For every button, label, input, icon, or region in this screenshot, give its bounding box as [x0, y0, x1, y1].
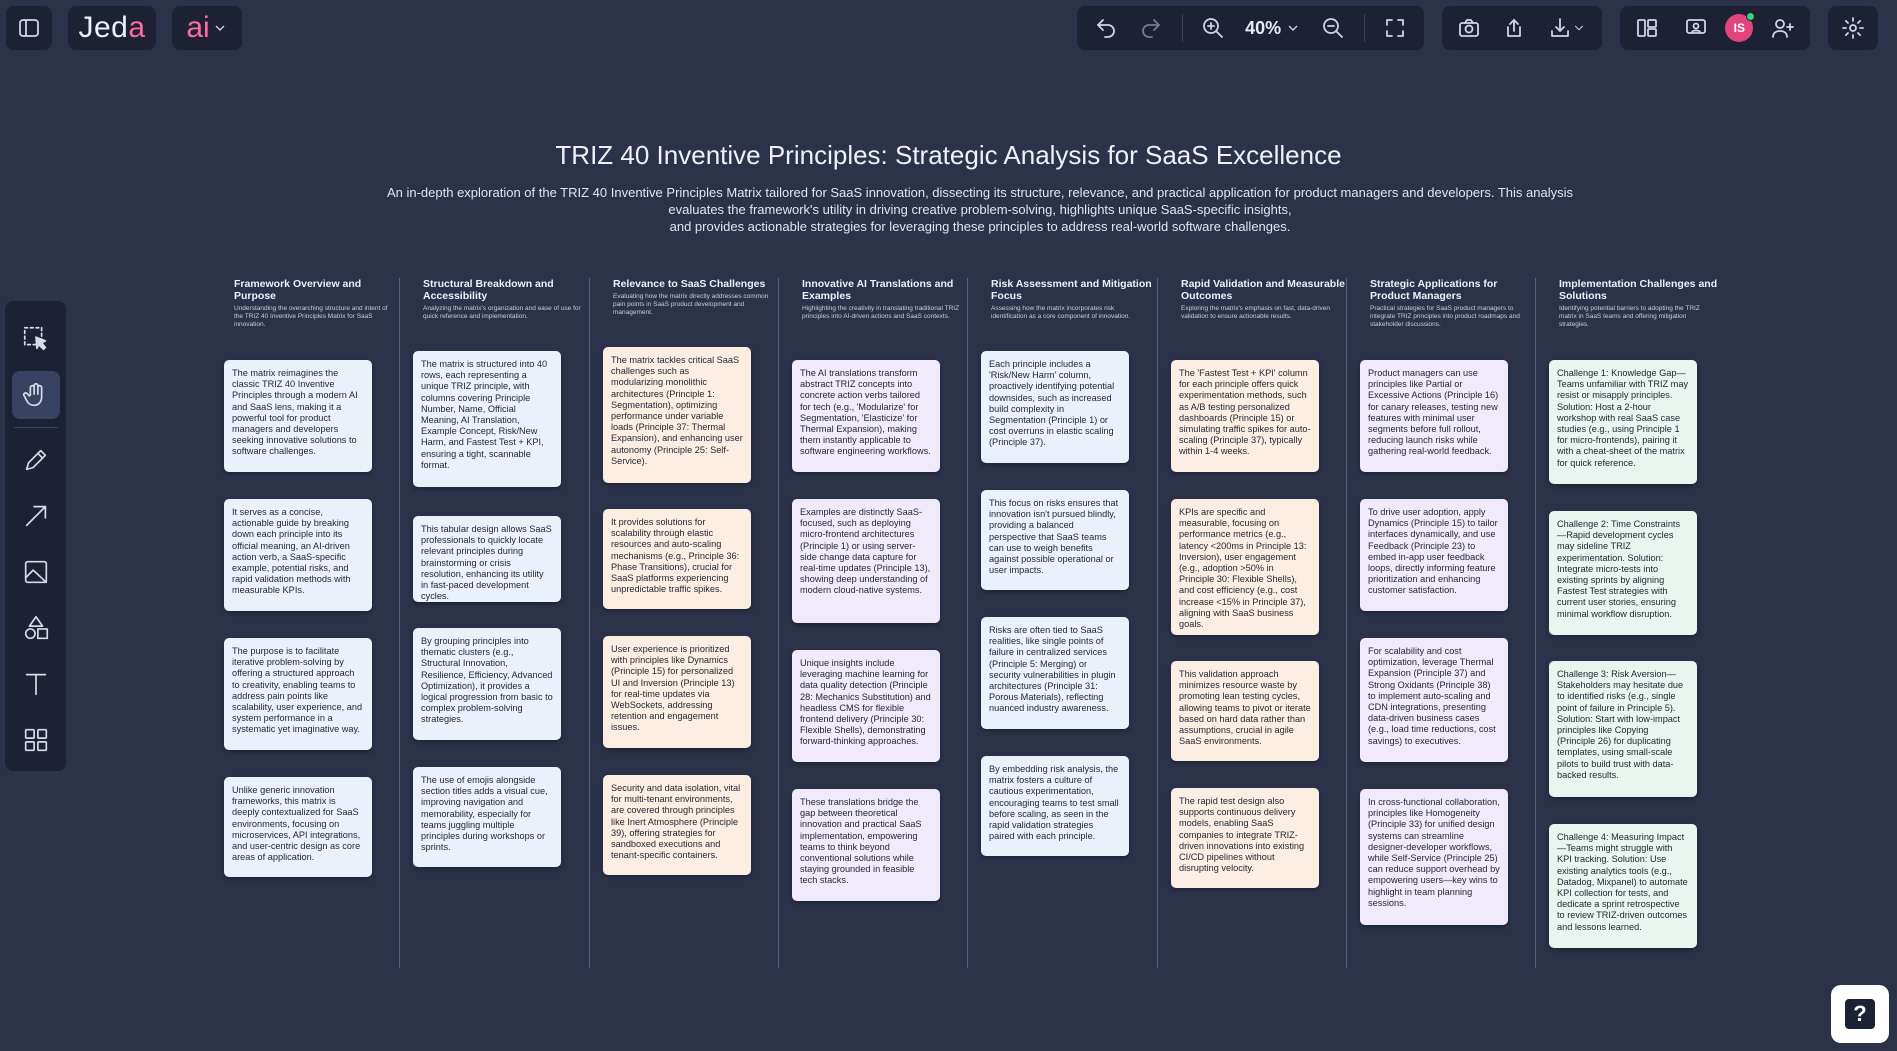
- logo[interactable]: [68, 6, 156, 50]
- sticky-note[interactable]: The use of emojis alongside section titles adds a visual cue, improving navigation and memorability, especially for teams juggling multiple principles during workshops or sprints.: [413, 767, 561, 867]
- arrow-tool[interactable]: [12, 492, 60, 540]
- chevron-down-icon: [1572, 21, 1586, 35]
- zoom-out-button[interactable]: [1314, 9, 1352, 47]
- column-description: Exploring the matrix's emphasis on fast, data-driven validation to ensure actionable results.: [1181, 305, 1331, 320]
- sticky-note[interactable]: Each principle includes a 'Risk/New Harm' column, proactively identifying potential downsides, such as increased build complexity in Segmentation (Principle 1) or cost overruns in elastic scaling (Principle 37).: [981, 351, 1129, 463]
- divider: [1364, 14, 1365, 42]
- gear-icon: [1834, 9, 1872, 47]
- subtitle-line: and provides actionable strategies for leveraging these principles to address real-world software challenges.: [669, 219, 1291, 234]
- sticky-note[interactable]: This focus on risks ensures that innovation isn't pursued blindly, providing a balanced perspective that SaaS teams can use to weigh benefits against possible operational or user impacts.: [981, 490, 1129, 590]
- grid-icon: [21, 725, 51, 755]
- column-description: Evaluating how the matrix directly addresses common pain points in SaaS product development and management.: [613, 293, 769, 316]
- settings-button[interactable]: [1828, 6, 1878, 50]
- subtitle-line: An in-depth exploration of the TRIZ 40 Inventive Principles Matrix tailored for SaaS innovation, dissecting its structure, relevance, and practical application for product managers and developers. This analysis: [386, 185, 1574, 200]
- fit-screen-icon: [1383, 16, 1407, 40]
- present-icon: [1684, 16, 1708, 40]
- text-icon: [21, 669, 51, 699]
- help-button[interactable]: [1831, 985, 1889, 1043]
- chevron-down-icon: [1285, 20, 1301, 36]
- share-icon: [1502, 16, 1526, 40]
- hand-tool[interactable]: [12, 371, 60, 419]
- sticky-note[interactable]: The matrix tackles critical SaaS challenges such as modularizing monolithic architectures (Principle 1: Segmentation), optimizing performance under variable loads (Principle 37: Thermal Expansion), and enhancing user autonomy (Principle 25: Self-Service).: [603, 347, 751, 483]
- column-header[interactable]: [603, 278, 778, 317]
- column-divider: [1535, 278, 1536, 968]
- column-divider: [589, 278, 590, 968]
- column-title: Strategic Applications for Product Managers: [1370, 278, 1498, 302]
- sticky-note[interactable]: The matrix reimagines the classic TRIZ 40 Inventive Principles through a modern AI and SaaS lens, making it a powerful tool for product managers and developers seeking innovative solutions to software challenges.: [224, 360, 372, 472]
- select-tool[interactable]: [12, 315, 60, 363]
- column-description: Analyzing the matrix's organization and ease of use for quick reference and implementation.: [423, 305, 581, 320]
- image-tool[interactable]: [12, 548, 60, 596]
- download-icon: [1548, 16, 1572, 40]
- sticky-note[interactable]: By embedding risk analysis, the matrix fosters a culture of cautious experimentation, encouraging teams to test small before scaling, as seen in the rapid validation strategies paired with each principle.: [981, 756, 1129, 856]
- column-description: Practical strategies for SaaS product managers to integrate TRIZ principles into product roadmaps and stakeholder discussions.: [1370, 305, 1520, 328]
- sticky-note[interactable]: KPIs are specific and measurable, focusing on performance metrics (e.g., latency <200ms in Principle 13: Inversion), user engagement (e.g., adoption >50% in Principle 30: Flexible Shells), and cost efficiency (e.g., cost increase <15% in Principle 37), aligning with SaaS business goals.: [1171, 499, 1319, 635]
- sticky-note[interactable]: Product managers can use principles like Partial or Excessive Actions (Principle 16) for canary releases, testing new features with minimal user segments before full rollout, reducing launch risks while gathering real-world feedback.: [1360, 360, 1508, 472]
- sticky-note[interactable]: Security and data isolation, vital for multi-tenant environments, are covered through principles like Inert Atmosphere (Principle 39), offering strategies for sandboxed executions and tenant-specific containers.: [603, 775, 751, 875]
- help-icon: ?: [1845, 999, 1875, 1029]
- sticky-note[interactable]: The 'Fastest Test + KPI' column for each principle offers quick experimentation methods, such as A/B testing personalized dashboards (Principle 15) or simulating traffic spikes for auto-scaling (Principle 37), typically within 1-4 weeks.: [1171, 360, 1319, 472]
- arrow-icon: [21, 501, 51, 531]
- chevron-down-icon: [212, 20, 228, 36]
- column-title: Risk Assessment and Mitigation Focus: [991, 278, 1152, 302]
- column-divider: [399, 278, 400, 968]
- logo-accent: a: [128, 11, 146, 44]
- column-divider: [778, 278, 779, 968]
- column-header[interactable]: [981, 278, 1156, 321]
- sticky-note[interactable]: The rapid test design also supports continuous delivery models, enabling SaaS companies to integrate TRIZ-driven innovations into existing CI/CD pipelines without disrupting velocity.: [1171, 788, 1319, 888]
- zoom-in-icon: [1201, 16, 1225, 40]
- zoom-level-dropdown[interactable]: [1239, 18, 1307, 39]
- subtitle-line: evaluates the framework's utility in driving creative problem-solving, highlights unique SaaS-specific insights,: [668, 202, 1292, 217]
- zoom-level: 40%: [1245, 17, 1282, 38]
- select-icon: [21, 324, 51, 354]
- ai-menu-button[interactable]: [172, 6, 242, 50]
- tool-palette: [5, 301, 66, 771]
- templates-tool[interactable]: [12, 716, 60, 764]
- column-header[interactable]: [1360, 278, 1535, 329]
- text-tool[interactable]: [12, 660, 60, 708]
- column-description: Assessing how the matrix incorporates risk identification as a core component of innovation.: [991, 305, 1131, 320]
- layout-button[interactable]: [1628, 9, 1666, 47]
- redo-icon: [1139, 16, 1163, 40]
- sticky-note[interactable]: Examples are distinctly SaaS-focused, such as deploying micro-frontend architectures (Principle 1) or using server-side change data capture for real-time updates (Principle 13), showing deep understanding of modern cloud-native systems.: [792, 499, 940, 623]
- column-title: Innovative AI Translations and Examples: [802, 278, 954, 302]
- sticky-note[interactable]: Challenge 1: Knowledge Gap—Teams unfamiliar with TRIZ may resist or misapply principles. Solution: Host a 2-hour workshop with real SaaS case studies (e.g., using Principle 1 for micro-frontends), pairing it with a cheat-sheet of the matrix for quick reference.: [1549, 360, 1697, 484]
- sticky-note[interactable]: These translations bridge the gap between theoretical innovation and practical SaaS implementation, empowering teams to think beyond conventional solutions while staying grounded in feasible tech stacks.: [792, 789, 940, 901]
- hand-icon: [21, 380, 51, 410]
- sticky-note[interactable]: By grouping principles into thematic clusters (e.g., Structural Innovation, Resilience, Efficiency, Advanced Optimization), it provides a logical progression from basic to complex problem-solving strategies.: [413, 628, 561, 740]
- logo-text: Jed: [78, 11, 129, 44]
- board-subtitle[interactable]: [340, 184, 1620, 235]
- sticky-note[interactable]: Unlike generic innovation frameworks, this matrix is deeply contextualized for SaaS environments, focusing on microservices, API integrations, and user-centric design as core areas of application.: [224, 777, 372, 877]
- column-header[interactable]: [1171, 278, 1346, 321]
- zoom-out-icon: [1321, 16, 1345, 40]
- column-description: Highlighting the creativity in translating traditional TRIZ principles into AI-driven actions and SaaS contexts.: [802, 305, 960, 320]
- undo-icon: [1094, 16, 1118, 40]
- layout-icon: [1635, 16, 1659, 40]
- undo-button[interactable]: [1087, 9, 1125, 47]
- column-header[interactable]: [224, 278, 399, 329]
- sticky-note[interactable]: It provides solutions for scalability through elastic resources and auto-scaling mechanisms (e.g., Principle 36: Phase Transitions), crucial for SaaS platforms experiencing unpredictable traffic spikes.: [603, 509, 751, 609]
- divider: [14, 427, 58, 428]
- screenshot-button[interactable]: [1450, 9, 1488, 47]
- sticky-note[interactable]: The purpose is to facilitate iterative problem-solving by offering a structured approach to creativity, enabling teams to address pain points like scalability, user experience, and system performance in a systematic yet imaginative way.: [224, 638, 372, 750]
- sticky-note[interactable]: Challenge 3: Risk Aversion—Stakeholders may hesitate due to identified risks (e.g., single point of failure in Principle 5). Solution: Start with low-impact principles like Copying (Principle 26) for duplicating templates, using small-scale pilots to build trust with data-backed results.: [1549, 661, 1697, 797]
- shapes-icon: [21, 613, 51, 643]
- pen-tool[interactable]: [12, 436, 60, 484]
- shapes-tool[interactable]: [12, 604, 60, 652]
- download-button[interactable]: [1540, 9, 1594, 47]
- export-toolbar: [1442, 6, 1602, 50]
- sticky-note[interactable]: The AI translations transform abstract TRIZ concepts into concrete action verbs tailored for tech (e.g., 'Modularize' for Segmentation, 'Elasticize' for Thermal Expansion), making them instantly applicable to software engineering workflows.: [792, 360, 940, 472]
- online-status-dot: [1746, 12, 1755, 21]
- column-title: Implementation Challenges and Solutions: [1559, 278, 1718, 302]
- present-button[interactable]: [1677, 9, 1715, 47]
- share-button[interactable]: [1495, 9, 1533, 47]
- redo-button[interactable]: [1132, 9, 1170, 47]
- column-header[interactable]: [1549, 278, 1724, 329]
- sticky-note[interactable]: Challenge 4: Measuring Impact—Teams might struggle with KPI tracking. Solution: Use existing analytics tools (e.g., Datadog, Mixpanel) to automate KPI collection for tests, and dedicate a sprint retrospective to review TRIZ-driven outcomes and lessons learned.: [1549, 824, 1697, 948]
- zoom-in-button[interactable]: [1194, 9, 1232, 47]
- column-title: Relevance to SaaS Challenges: [613, 278, 766, 290]
- column-title: Framework Overview and Purpose: [234, 278, 362, 302]
- column-divider: [1346, 278, 1347, 968]
- sticky-note[interactable]: Risks are often tied to SaaS realities, like single points of failure in centralized services (Principle 5: Merging) or security vulnerabilities in plugin architectures (Principle 31: Porous Materials), reflecting nuanced industry awareness.: [981, 617, 1129, 729]
- sticky-note[interactable]: It serves as a concise, actionable guide by breaking down each principle into its official meaning, an AI-driven action verb, a SaaS-specific example, potential risks, and rapid validation methods with measurable KPIs.: [224, 499, 372, 611]
- column-divider: [967, 278, 968, 968]
- add-user-button[interactable]: [1764, 9, 1802, 47]
- board-title[interactable]: TRIZ 40 Inventive Principles: Strategic Analysis for SaaS Excellence: [555, 140, 1342, 170]
- column-divider: [1157, 278, 1158, 968]
- sticky-note[interactable]: Unique insights include leveraging machine learning for data quality detection (Principle 28: Mechanics Substitution) and headless CMS for flexible frontend delivery (Principle 30: Flexible Shells), demonstrating forward-thinking approaches.: [792, 650, 940, 762]
- sticky-note[interactable]: To drive user adoption, apply Dynamics (Principle 15) to tailor interfaces dynamically, and use Feedback (Principle 23) to embed in-app user feedback loops, directly informing feature prioritization and enhancing customer satisfaction.: [1360, 499, 1508, 611]
- divider: [1182, 14, 1183, 42]
- sticky-note[interactable]: This tabular design allows SaaS professionals to quickly locate relevant principles during brainstorming or crisis resolution, enhancing its utility in fast-paced development cycles.: [413, 516, 561, 602]
- column-header[interactable]: [413, 278, 588, 321]
- sticky-note[interactable]: This validation approach minimizes resource waste by promoting lean testing cycles, allowing teams to pivot or iterate based on hard data rather than assumptions, crucial in agile SaaS environments.: [1171, 661, 1319, 761]
- user-avatar[interactable]: [1725, 14, 1753, 42]
- sticky-note[interactable]: In cross-functional collaboration, principles like Homogeneity (Principle 33) for unified design systems can streamline designer-developer workflows, while Self-Service (Principle 25) can reduce support overhead by empowering users—key wins to highlight in team planning sessions.: [1360, 789, 1508, 925]
- add-user-icon: [1771, 16, 1795, 40]
- pencil-icon: [21, 445, 51, 475]
- column-title: Rapid Validation and Measurable Outcomes: [1181, 278, 1345, 302]
- column-title: Structural Breakdown and Accessibility: [423, 278, 554, 302]
- collab-toolbar: [1620, 6, 1810, 50]
- camera-icon: [1457, 16, 1481, 40]
- sticky-note[interactable]: Challenge 2: Time Constraints—Rapid development cycles may sideline TRIZ experimentation. Solution: Integrate micro-tests into existing sprints by aligning Fastest Test strategies with current user stories, ensuring minimal workflow disruption.: [1549, 511, 1697, 635]
- sidebar-toggle-icon: [10, 9, 48, 47]
- column-description: Identifying potential barriers to adopting the TRIZ matrix in SaaS teams and offering mitigation strategies.: [1559, 305, 1700, 328]
- column-description: Understanding the overarching structure and intent of the TRIZ 40 Inventive Principles Matrix for SaaS innovation.: [234, 305, 388, 328]
- user-initials: IS: [1733, 21, 1745, 35]
- sticky-note[interactable]: User experience is prioritized with principles like Dynamics (Principle 15) for personalized UI and Inversion (Principle 13) for real-time updates via WebSockets, addressing retention and engagement issues.: [603, 636, 751, 748]
- sticky-note[interactable]: For scalability and cost optimization, leverage Thermal Expansion (Principle 37) and Strong Oxidants (Principle 38) to implement auto-scaling and CDN integrations, presenting data-driven business cases (e.g., load time reductions, cost savings) to executives.: [1360, 638, 1508, 762]
- image-icon: [21, 557, 51, 587]
- ai-label: ai: [186, 11, 210, 44]
- column-header[interactable]: [792, 278, 967, 321]
- fit-screen-button[interactable]: [1376, 9, 1414, 47]
- view-toolbar: [1077, 6, 1424, 50]
- sticky-note[interactable]: The matrix is structured into 40 rows, each representing a unique TRIZ principle, with columns covering Principle Number, Name, Official Meaning, AI Translation, Example Concept, Risk/New Harm, and Fastest Test + KPI, ensuring a tight, scannable format.: [413, 351, 561, 487]
- sidebar-toggle-button[interactable]: [6, 6, 52, 50]
